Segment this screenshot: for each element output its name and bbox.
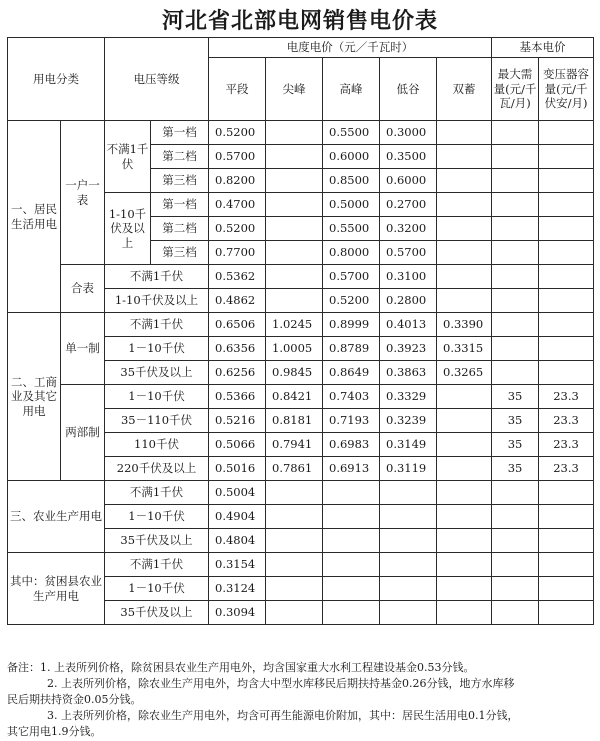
price-flat: 0.5066 [209, 433, 266, 457]
header-sharp: 尖峰 [266, 58, 323, 121]
price-peak: 0.8649 [323, 361, 380, 385]
price-sharp: 0.9845 [266, 361, 323, 385]
price-flat: 0.5016 [209, 457, 266, 481]
price-valley: 0.5700 [380, 241, 437, 265]
header-dual: 双蓄 [437, 58, 492, 121]
note-line: 3. 上表所列价格，除农业生产用电外，均含可再生能源电价附加，其中：居民生活用电0.1分钱， [47, 709, 519, 722]
voltage-label: 35千伏及以上 [105, 601, 209, 625]
price-flat: 0.4804 [209, 529, 266, 553]
commercial-single: 单一制 [61, 313, 105, 385]
price-flat: 0.5700 [209, 145, 266, 169]
price-valley: 0.6000 [380, 169, 437, 193]
header-category: 用电分类 [8, 38, 105, 121]
price-valley: 0.3500 [380, 145, 437, 169]
price-sharp [266, 121, 323, 145]
voltage-label: 不满1千伏 [105, 265, 209, 289]
price-sharp: 0.8421 [266, 385, 323, 409]
price-valley: 0.3923 [380, 337, 437, 361]
header-voltage: 电压等级 [105, 38, 209, 121]
residential-1-10kv: 1-10千伏及以上 [105, 193, 151, 265]
header-transformer: 变压器容量(元/千伏安/月) [539, 58, 594, 121]
price-dual [437, 121, 492, 145]
price-dual: 0.3265 [437, 361, 492, 385]
price-flat: 0.6356 [209, 337, 266, 361]
transformer-price: 23.3 [539, 409, 594, 433]
voltage-label: 35千伏及以上 [105, 529, 209, 553]
price-valley: 0.3119 [380, 457, 437, 481]
header-peak: 高峰 [323, 58, 380, 121]
price-flat: 0.5362 [209, 265, 266, 289]
price-peak: 0.7403 [323, 385, 380, 409]
price-peak: 0.5700 [323, 265, 380, 289]
note-line: 2. 上表所列价格，除农业生产用电外，均含大中型水库移民后期扶持基金0.26分钱，地方水库移 [47, 677, 515, 690]
price-flat: 0.8200 [209, 169, 266, 193]
price-peak: 0.8500 [323, 169, 380, 193]
notes [7, 660, 593, 740]
max-demand-price: 35 [492, 457, 539, 481]
category-agriculture: 三、农业生产用电 [8, 481, 105, 553]
max-demand-price: 35 [492, 433, 539, 457]
voltage-label: 1－10千伏 [105, 337, 209, 361]
price-flat: 0.4904 [209, 505, 266, 529]
voltage-label: 1－10千伏 [105, 505, 209, 529]
price-sharp: 0.8181 [266, 409, 323, 433]
category-residential: 一、居民生活用电 [8, 121, 61, 313]
voltage-label: 不满1千伏 [105, 553, 209, 577]
price-peak: 0.5000 [323, 193, 380, 217]
price-sharp: 1.0005 [266, 337, 323, 361]
price-dual: 0.3390 [437, 313, 492, 337]
tier-label: 第一档 [151, 121, 209, 145]
price-sharp: 0.7861 [266, 457, 323, 481]
price-valley: 0.4013 [380, 313, 437, 337]
price-peak: 0.6000 [323, 145, 380, 169]
price-sharp: 1.0245 [266, 313, 323, 337]
note-line: 备注：1. 上表所列价格，除贫困县农业生产用电外，均含国家重大水利工程建设基金0.53分钱。 [7, 661, 475, 674]
price-valley: 0.2800 [380, 289, 437, 313]
category-commercial: 二、工商业及其它用电 [8, 313, 61, 481]
price-valley: 0.3149 [380, 433, 437, 457]
price-flat: 0.5200 [209, 217, 266, 241]
residential-under-1kv: 不满1千伏 [105, 121, 151, 193]
header-energy-price: 电度电价（元／千瓦时） [209, 38, 492, 58]
price-flat: 0.3124 [209, 577, 266, 601]
price-dual: 0.3315 [437, 337, 492, 361]
page-title: 河北省北部电网销售电价表 [161, 9, 438, 34]
voltage-label: 不满1千伏 [105, 313, 209, 337]
price-peak: 0.6913 [323, 457, 380, 481]
notes-label: 备注： [7, 661, 40, 674]
price-peak: 0.6983 [323, 433, 380, 457]
price-flat: 0.5200 [209, 121, 266, 145]
price-valley: 0.3863 [380, 361, 437, 385]
voltage-label: 110千伏 [105, 433, 209, 457]
price-flat: 0.6256 [209, 361, 266, 385]
price-peak: 0.5500 [323, 121, 380, 145]
category-poverty-agriculture: 其中：贫困县农业生产用电 [8, 553, 105, 625]
transformer-price: 23.3 [539, 433, 594, 457]
price-flat: 0.4862 [209, 289, 266, 313]
tier-label: 第一档 [151, 193, 209, 217]
price-flat: 0.5004 [209, 481, 266, 505]
price-flat: 0.3154 [209, 553, 266, 577]
price-flat: 0.4700 [209, 193, 266, 217]
voltage-label: 不满1千伏 [105, 481, 209, 505]
note-line: 民后期扶持资金0.05分钱。 [7, 693, 142, 706]
note-line: 其它用电1.9分钱。 [7, 725, 102, 738]
voltage-label: 1-10千伏及以上 [105, 289, 209, 313]
price-peak: 0.5500 [323, 217, 380, 241]
commercial-two-part: 两部制 [61, 385, 105, 481]
price-peak: 0.5200 [323, 289, 380, 313]
price-sharp: 0.7941 [266, 433, 323, 457]
price-peak: 0.8789 [323, 337, 380, 361]
price-valley: 0.3329 [380, 385, 437, 409]
price-peak: 0.8999 [323, 313, 380, 337]
price-flat: 0.7700 [209, 241, 266, 265]
price-valley: 0.3000 [380, 121, 437, 145]
price-peak: 0.8000 [323, 241, 380, 265]
header-max-demand: 最大需量(元/千瓦/月) [492, 58, 539, 121]
price-valley: 0.3239 [380, 409, 437, 433]
header-valley: 低谷 [380, 58, 437, 121]
price-flat: 0.5216 [209, 409, 266, 433]
header-basic-price: 基本电价 [492, 38, 594, 58]
tier-label: 第三档 [151, 241, 209, 265]
voltage-label: 1－10千伏 [105, 577, 209, 601]
price-valley: 0.3200 [380, 217, 437, 241]
residential-single-meter: 一户一表 [61, 121, 105, 265]
price-flat: 0.6506 [209, 313, 266, 337]
price-valley: 0.2700 [380, 193, 437, 217]
price-flat: 0.5366 [209, 385, 266, 409]
residential-combined: 合表 [61, 265, 105, 313]
price-flat: 0.3094 [209, 601, 266, 625]
transformer-price: 23.3 [539, 385, 594, 409]
voltage-label: 220千伏及以上 [105, 457, 209, 481]
voltage-label: 1－10千伏 [105, 385, 209, 409]
tier-label: 第二档 [151, 145, 209, 169]
transformer-price: 23.3 [539, 457, 594, 481]
price-valley: 0.3100 [380, 265, 437, 289]
voltage-label: 35－110千伏 [105, 409, 209, 433]
tier-label: 第二档 [151, 217, 209, 241]
max-demand-price: 35 [492, 409, 539, 433]
price-table [7, 37, 594, 625]
tier-label: 第三档 [151, 169, 209, 193]
voltage-label: 35千伏及以上 [105, 361, 209, 385]
header-flat: 平段 [209, 58, 266, 121]
price-peak: 0.7193 [323, 409, 380, 433]
max-demand-price: 35 [492, 385, 539, 409]
